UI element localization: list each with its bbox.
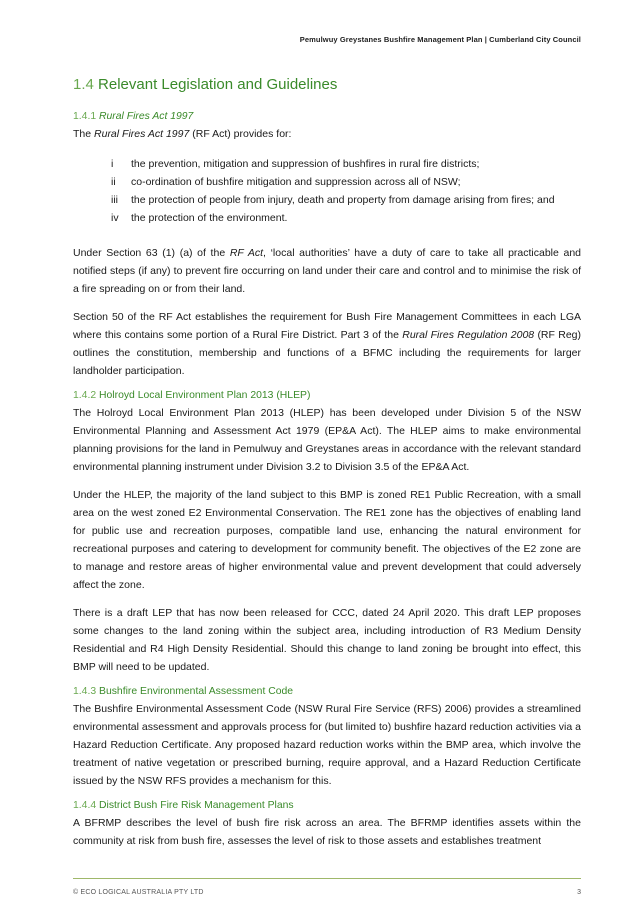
- text-run: Section 50 of the RF Act establishes the requirement for Bush Fire Management Committees in each LGA where this contains some portion of a Rural Fire District. Part 3 of the: [73, 311, 581, 341]
- italic-run: Rural Fires Regulation 2008: [402, 329, 535, 341]
- subsection-heading-1-4-4: [73, 800, 581, 811]
- text-run: (RF Reg) outlines the constitution, membership and functions of a BFMC including the requirements for larger landholder participation.: [73, 329, 581, 377]
- subsection-heading-1-4-3: [73, 686, 581, 697]
- list-marker: iv: [111, 212, 119, 224]
- italic-run: Rural Fires Act 1997: [94, 128, 190, 140]
- subsection-title: Holroyd Local Environment Plan 2013 (HLEP): [99, 390, 311, 401]
- list-item-text: the protection of the environment.: [131, 212, 288, 224]
- paragraph: The Bushfire Environmental Assessment Code (NSW Rural Fire Service (RFS) 2006) provides a streamlined environmental assessment and approvals process for (but limited to) bushfire hazard reduction activities via a Hazard Reduction Certificate. Any proposed hazard reduction works within the BMP area, which involve the treatment of native vegetation or prescribed burning, require approval, and a Hazard Reduction Certificate issued by the NSW RFS provides a mechanism for this.: [73, 703, 581, 787]
- text-run: (RF Act) provides for:: [189, 128, 292, 140]
- text-run: Under Section 63 (1) (a) of the: [73, 247, 230, 259]
- text-run: The: [73, 128, 95, 140]
- list-item-text: co-ordination of bushfire mitigation and suppression across all of NSW;: [131, 176, 461, 188]
- paragraph: [73, 244, 581, 298]
- section-number: 1.4: [73, 76, 94, 93]
- list-marker: ii: [111, 176, 116, 188]
- subsection-number: 1.4.2: [73, 390, 97, 401]
- page-content: [73, 64, 581, 850]
- subsection-number: 1.4.3: [73, 686, 97, 697]
- list-item: [73, 155, 581, 173]
- page-number: 3: [577, 889, 581, 896]
- list-item-text: the protection of people from injury, death and property from damage arising from fires; and: [131, 194, 555, 206]
- list-marker: i: [111, 158, 114, 170]
- subsection-heading-1-4-1: [73, 111, 581, 122]
- paragraph: A BFRMP describes the level of bush fire risk across an area. The BFRMP identifies assets within the community at risk from bush fire, assesses the level of risk to those assets and establishes treatment: [73, 817, 581, 847]
- running-header: Pemulwuy Greystanes Bushfire Management Plan | Cumberland City Council: [299, 35, 581, 44]
- italic-run: RF Act: [229, 247, 264, 259]
- section-title: Relevant Legislation and Guidelines: [98, 76, 338, 93]
- list-item-text: the prevention, mitigation and suppression of bushfires in rural fire districts;: [131, 158, 480, 170]
- roman-list: [73, 155, 581, 227]
- paragraph: [73, 308, 581, 380]
- subsection-number: 1.4.4: [73, 800, 97, 811]
- list-item: [73, 209, 581, 227]
- subsection-title: Bushfire Environmental Assessment Code: [99, 686, 294, 697]
- list-marker: iii: [111, 194, 118, 206]
- text-run: , ‘local authorities’ have a duty of care to take all practicable and notified steps (if any) to prevent fire occurring on land under their care and control and to minimise the risk of a fire spreading on or from their land.: [73, 247, 581, 295]
- paragraph: Under the HLEP, the majority of the land subject to this BMP is zoned RE1 Public Recreation, with a small area on the west zoned E2 Environmental Conservation. The RE1 zone has the objectives of enabling land for public use and recreation purposes, compatible land use, enhancing the natural environment for recreational purposes and catering to development for community benefit. The objectives of the E2 zone are to manage and restore areas of higher environmental value and prevent development that could adversely affect the zone.: [73, 489, 581, 591]
- paragraph: The Holroyd Local Environment Plan 2013 (HLEP) has been developed under Division 5 of the NSW Environmental Planning and Assessment Act 1979 (EP&A Act). The HLEP aims to make environmental planning provisions for the land in Pemulwuy and Greystanes areas in accordance with the relevant standard environmental planning instrument under Division 3.2 to Division 3.5 of the EP&A Act.: [73, 407, 581, 473]
- subsection-heading-1-4-2: [73, 390, 581, 401]
- list-item: [73, 191, 581, 209]
- footer-copyright: © ECO LOGICAL AUSTRALIA PTY LTD: [73, 889, 204, 896]
- subsection-number: 1.4.1: [73, 111, 97, 122]
- subsection-title: District Bush Fire Risk Management Plans: [99, 800, 294, 811]
- footer-rule: [73, 878, 581, 879]
- list-item: [73, 173, 581, 191]
- paragraph: There is a draft LEP that has now been released for CCC, dated 24 April 2020. This draft LEP proposes some changes to the land zoning within the subject area, including introduction of R3 Medium Density Residential and R4 High Density Residential. Should this change to land zoning be brought into effect, this BMP will need to be updated.: [73, 607, 581, 673]
- section-heading: [73, 76, 581, 93]
- subsection-title: Rural Fires Act 1997: [99, 111, 194, 122]
- paragraph: [73, 125, 581, 143]
